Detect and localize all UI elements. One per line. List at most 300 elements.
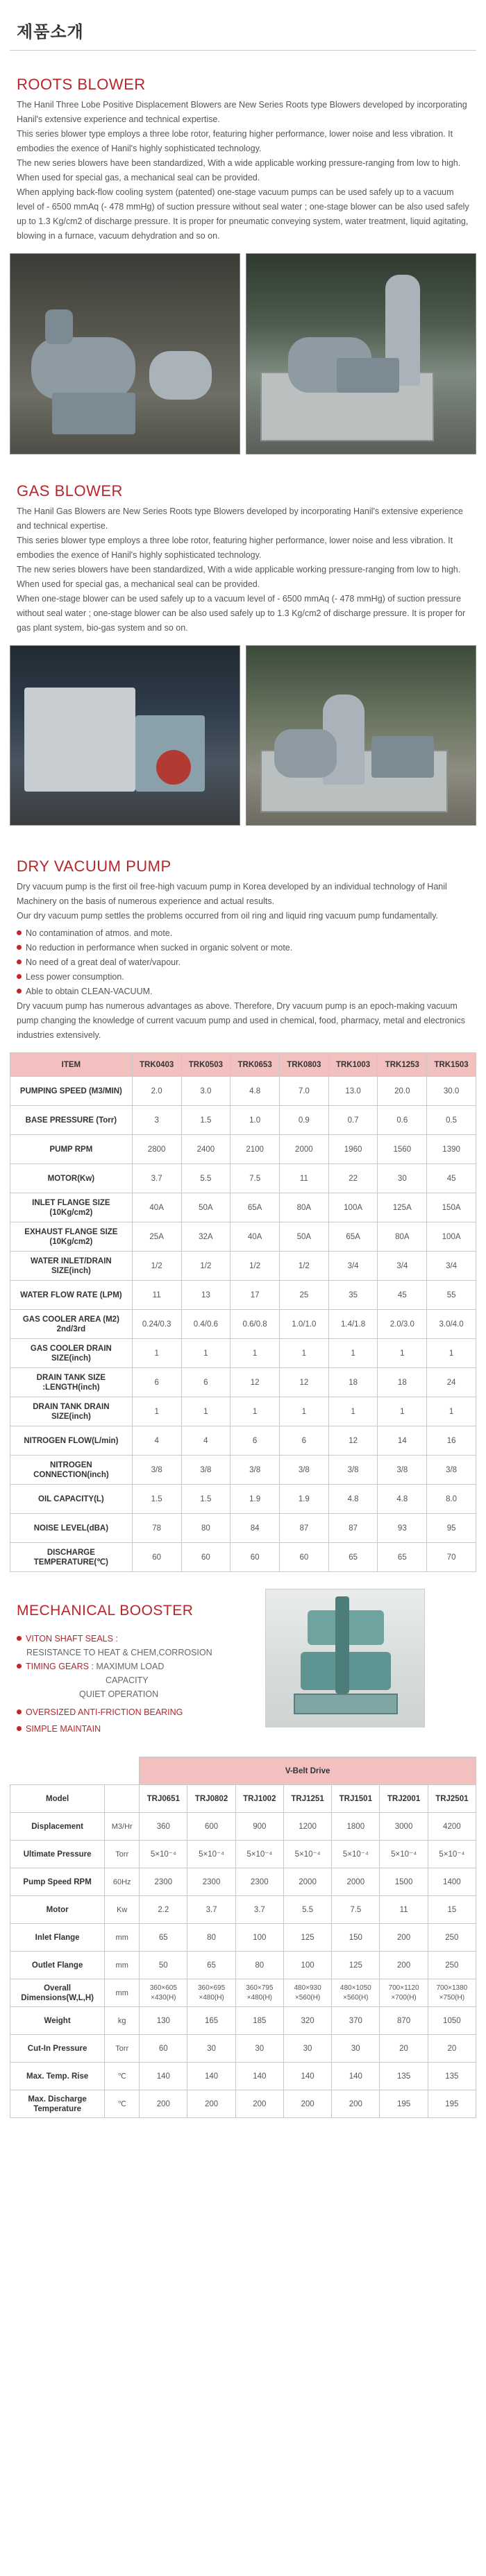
booster-cell: 5×10⁻⁴ <box>187 1841 235 1868</box>
model-label: Model <box>10 1785 105 1813</box>
gas-paragraph: This series blower type employs a three lobe rotor, featuring higher performance, lower noise and less vibration. It embodies the exence of Hanil's highly sophisticated technology. <box>17 536 453 560</box>
spec-cell: 0.4/0.6 <box>181 1310 231 1339</box>
spec-row <box>10 1135 476 1164</box>
spec-row-label: DRAIN TANK DRAIN SIZE(inch) <box>10 1397 133 1426</box>
booster-cell: 60 <box>140 2035 187 2063</box>
spec-row <box>10 1310 476 1339</box>
booster-cell: 1400 <box>428 1868 476 1896</box>
mechanical-booster-photo <box>265 1589 425 1728</box>
booster-cell: 50 <box>140 1952 187 1979</box>
spec-row <box>10 1456 476 1485</box>
spec-cell: 125A <box>378 1193 427 1222</box>
spec-header-cell: TRK1503 <box>427 1053 476 1077</box>
booster-cell: 5×10⁻⁴ <box>380 1841 428 1868</box>
spec-header-cell: TRK0803 <box>279 1053 328 1077</box>
spec-cell: 18 <box>378 1368 427 1397</box>
gas-blower-title: GAS BLOWER <box>17 482 123 500</box>
spec-header-cell: ITEM <box>10 1053 133 1077</box>
spec-cell: 40A <box>231 1222 280 1252</box>
spec-cell: 5.5 <box>181 1164 231 1193</box>
bullet-dot-icon <box>17 959 22 964</box>
booster-cell: 15 <box>428 1896 476 1924</box>
booster-cell: 200 <box>332 2090 380 2118</box>
spec-row-label: MOTOR(Kw) <box>10 1164 133 1193</box>
spec-row <box>10 1106 476 1135</box>
booster-row <box>10 2035 476 2063</box>
spec-cell: 14 <box>378 1426 427 1456</box>
spec-cell: 87 <box>328 1514 378 1543</box>
spec-cell: 1960 <box>328 1135 378 1164</box>
booster-cell: 140 <box>332 2063 380 2090</box>
spec-header-cell: TRK0503 <box>181 1053 231 1077</box>
spec-cell: 1 <box>279 1339 328 1368</box>
booster-row-label: Overall Dimensions(W,L,H) <box>10 1979 105 2007</box>
spec-cell: 13 <box>181 1281 231 1310</box>
booster-cell: 135 <box>428 2063 476 2090</box>
spec-cell: 1.5 <box>181 1485 231 1514</box>
spec-cell: 1 <box>328 1339 378 1368</box>
spec-cell: 7.0 <box>279 1077 328 1106</box>
booster-cell: 100 <box>235 1924 283 1952</box>
spec-cell: 100A <box>328 1193 378 1222</box>
spec-cell: 3/4 <box>427 1252 476 1281</box>
spec-cell: 150A <box>427 1193 476 1222</box>
spec-cell: 65A <box>231 1193 280 1222</box>
booster-cell: 1200 <box>283 1813 331 1841</box>
mechanical-booster-section <box>10 1572 476 1736</box>
booster-cell: 140 <box>235 2063 283 2090</box>
spec-cell: 24 <box>427 1368 476 1397</box>
spec-cell: 1560 <box>378 1135 427 1164</box>
booster-unit-cell: mm <box>105 1924 140 1952</box>
feature-item: TIMING GEARS : MAXIMUM LOAD <box>17 1660 265 1673</box>
spec-cell: 1/2 <box>231 1252 280 1281</box>
booster-cell: 7.5 <box>332 1896 380 1924</box>
booster-row <box>10 1813 476 1841</box>
spec-row-label: PUMP RPM <box>10 1135 133 1164</box>
spec-cell: 87 <box>279 1514 328 1543</box>
spec-row-label: PUMPING SPEED (M3/MIN) <box>10 1077 133 1106</box>
booster-cell: 370 <box>332 2007 380 2035</box>
booster-cell: 200 <box>380 1952 428 1979</box>
spec-cell: 6 <box>279 1426 328 1456</box>
spec-row-label: GAS COOLER DRAIN SIZE(inch) <box>10 1339 133 1368</box>
spec-cell: 1.4/1.8 <box>328 1310 378 1339</box>
spec-cell: 13.0 <box>328 1077 378 1106</box>
spec-cell: 3.0/4.0 <box>427 1310 476 1339</box>
feature-sub: CAPACITY <box>106 1675 149 1685</box>
spec-cell: 60 <box>279 1543 328 1572</box>
booster-cell: 5×10⁻⁴ <box>283 1841 331 1868</box>
gas-blower-photo-right <box>246 645 476 826</box>
spec-cell: 1390 <box>427 1135 476 1164</box>
mechanical-booster-spec-table <box>10 1757 476 2118</box>
model-cell: TRJ2001 <box>380 1785 428 1813</box>
spec-cell: 4.8 <box>328 1485 378 1514</box>
spec-cell: 4 <box>132 1426 181 1456</box>
feature-item: OVERSIZED ANTI-FRICTION BEARING <box>17 1705 265 1719</box>
spec-row-label: WATER INLET/DRAIN SIZE(inch) <box>10 1252 133 1281</box>
spec-cell: 2100 <box>231 1135 280 1164</box>
roots-paragraph: This series blower type employs a three lobe rotor, featuring higher performance, lower noise and less vibration. It embodies the exence of Hanil's highly sophisticated technology. <box>17 129 453 153</box>
mechanical-booster-features <box>17 1589 265 1736</box>
booster-cell: 20 <box>380 2035 428 2063</box>
booster-cell: 900 <box>235 1813 283 1841</box>
booster-cell: 5.5 <box>283 1896 331 1924</box>
spec-cell: 1 <box>231 1397 280 1426</box>
spec-cell: 93 <box>378 1514 427 1543</box>
dry-intro-paragraph: Our dry vacuum pump settles the problems occurred from oil ring and liquid ring vacuum pump fundamentally. <box>17 911 438 921</box>
spec-cell: 55 <box>427 1281 476 1310</box>
spec-cell: 6 <box>132 1368 181 1397</box>
spec-row-label: WATER FLOW RATE (LPM) <box>10 1281 133 1310</box>
spec-cell: 4 <box>181 1426 231 1456</box>
spec-cell: 50A <box>181 1193 231 1222</box>
spec-cell: 8.0 <box>427 1485 476 1514</box>
model-cell: TRJ1251 <box>283 1785 331 1813</box>
spec-row <box>10 1252 476 1281</box>
spec-cell: 40A <box>132 1193 181 1222</box>
advantage-item: Able to obtain CLEAN-VACUUM. <box>17 984 469 999</box>
booster-cell: 870 <box>380 2007 428 2035</box>
booster-cell: 480×930 ×560(H) <box>283 1979 331 2007</box>
spec-row <box>10 1193 476 1222</box>
booster-cell: 200 <box>283 2090 331 2118</box>
bullet-dot-icon <box>17 1664 22 1669</box>
spec-cell: 2.0/3.0 <box>378 1310 427 1339</box>
booster-cell: 30 <box>283 2035 331 2063</box>
spec-row <box>10 1485 476 1514</box>
booster-row <box>10 1979 476 2007</box>
spec-cell: 3.0 <box>181 1077 231 1106</box>
spec-cell: 3/8 <box>328 1456 378 1485</box>
spec-table-body <box>10 1077 476 1572</box>
booster-table-body <box>10 1785 476 2118</box>
booster-cell: 140 <box>140 2063 187 2090</box>
booster-cell: 1500 <box>380 1868 428 1896</box>
spec-cell: 12 <box>328 1426 378 1456</box>
booster-row <box>10 1952 476 1979</box>
spec-cell: 25 <box>279 1281 328 1310</box>
spec-cell: 2000 <box>279 1135 328 1164</box>
booster-row <box>10 1868 476 1896</box>
spec-cell: 1 <box>231 1339 280 1368</box>
spec-row-label: NITROGEN FLOW(L/min) <box>10 1426 133 1456</box>
booster-cell: 4200 <box>428 1813 476 1841</box>
booster-unit-cell: Torr <box>105 1841 140 1868</box>
mechanical-booster-title: MECHANICAL BOOSTER <box>17 1603 194 1619</box>
gas-paragraph: The Hanil Gas Blowers are New Series Roots type Blowers developed by incorporating Hanil's extensive experience and technical expertise. <box>17 506 463 531</box>
spec-cell: 65 <box>378 1543 427 1572</box>
spec-row-label: BASE PRESSURE (Torr) <box>10 1106 133 1135</box>
bullet-dot-icon <box>17 1709 22 1714</box>
booster-unit-cell: ℃ <box>105 2063 140 2090</box>
spec-cell: 80 <box>181 1514 231 1543</box>
spec-cell: 3/8 <box>378 1456 427 1485</box>
spec-row-label: DISCHARGE TEMPERATURE(℃) <box>10 1543 133 1572</box>
booster-cell: 130 <box>140 2007 187 2035</box>
booster-cell: 125 <box>283 1924 331 1952</box>
spec-cell: 30 <box>378 1164 427 1193</box>
advantage-item: No reduction in performance when sucked in organic solvent or mote. <box>17 941 469 955</box>
spec-cell: 1.0/1.0 <box>279 1310 328 1339</box>
booster-row-label: Max. Temp. Rise <box>10 2063 105 2090</box>
spec-cell: 84 <box>231 1514 280 1543</box>
booster-cell: 200 <box>187 2090 235 2118</box>
spec-header-cell: TRK1003 <box>328 1053 378 1077</box>
booster-cell: 5×10⁻⁴ <box>235 1841 283 1868</box>
booster-cell: 100 <box>283 1952 331 1979</box>
spec-cell: 4.8 <box>378 1485 427 1514</box>
spec-row-label: DRAIN TANK SIZE :LENGTH(inch) <box>10 1368 133 1397</box>
spec-row-label: GAS COOLER AREA (M2) 2nd/3rd <box>10 1310 133 1339</box>
booster-unit-cell: mm <box>105 1952 140 1979</box>
booster-cell: 700×1120 ×700(H) <box>380 1979 428 2007</box>
spec-row <box>10 1339 476 1368</box>
booster-cell: 150 <box>332 1924 380 1952</box>
booster-cell: 80 <box>187 1924 235 1952</box>
booster-row-label: Motor <box>10 1896 105 1924</box>
booster-cell: 250 <box>428 1924 476 1952</box>
spec-cell: 45 <box>378 1281 427 1310</box>
spec-cell: 1 <box>181 1397 231 1426</box>
spec-cell: 1.9 <box>279 1485 328 1514</box>
spec-cell: 1 <box>427 1397 476 1426</box>
spec-cell: 60 <box>231 1543 280 1572</box>
roots-paragraph: The Hanil Three Lobe Positive Displacement Blowers are New Series Roots type Blowers developed by incorporating Hanil's extensive experience and technical expertise. <box>17 100 467 124</box>
booster-cell: 200 <box>380 1924 428 1952</box>
bullet-dot-icon <box>17 1726 22 1731</box>
spec-cell: 20.0 <box>378 1077 427 1106</box>
empty-header-cell <box>105 1757 140 1785</box>
spec-cell: 3/4 <box>378 1252 427 1281</box>
spec-row <box>10 1281 476 1310</box>
booster-cell: 30 <box>235 2035 283 2063</box>
spec-cell: 12 <box>231 1368 280 1397</box>
feature-sub: RESISTANCE TO HEAT & CHEM,CORROSION <box>26 1648 212 1657</box>
dry-vacuum-intro <box>10 880 476 923</box>
booster-unit-cell: Kw <box>105 1896 140 1924</box>
dry-vacuum-outro <box>10 999 476 1043</box>
booster-cell: 2000 <box>332 1868 380 1896</box>
spec-cell: 80A <box>378 1222 427 1252</box>
booster-cell: 2.2 <box>140 1896 187 1924</box>
booster-cell: 125 <box>332 1952 380 1979</box>
roots-paragraph: The new series blowers have been standardized, With a wide applicable working pressure-ranging from low to high. When used for special gas, a mechanical seal can be provided. <box>17 158 461 182</box>
bullet-dot-icon <box>17 1636 22 1641</box>
booster-cell: 30 <box>187 2035 235 2063</box>
booster-cell: 1800 <box>332 1813 380 1841</box>
spec-cell: 1/2 <box>181 1252 231 1281</box>
booster-unit-cell: M3/Hr <box>105 1813 140 1841</box>
spec-cell: 11 <box>279 1164 328 1193</box>
booster-cell: 480×1050 ×560(H) <box>332 1979 380 2007</box>
spec-cell: 1 <box>427 1339 476 1368</box>
roots-paragraph: When applying back-flow cooling system (patented) one-stage vacuum pumps can be used safely up to a vacuum level of - 6500 mmAq (- 478 mmHg) of suction pressure without seal water ; one-stage blower can be also used safely up to 1.3 Kg/cm2 of discharge pressure. It is proper for pneumatic conveying system, water treatment, liquid agitating, blowing in a furnace, vacuum dehydration and so on. <box>17 187 469 241</box>
booster-cell: 65 <box>187 1952 235 1979</box>
booster-cell: 1050 <box>428 2007 476 2035</box>
spec-cell: 2.0 <box>132 1077 181 1106</box>
booster-cell: 600 <box>187 1813 235 1841</box>
spec-cell: 0.6 <box>378 1106 427 1135</box>
booster-cell: 195 <box>428 2090 476 2118</box>
spec-cell: 1 <box>378 1397 427 1426</box>
booster-cell: 320 <box>283 2007 331 2035</box>
roots-blower-description <box>10 98 476 244</box>
booster-cell: 165 <box>187 2007 235 2035</box>
spec-cell: 0.6/0.8 <box>231 1310 280 1339</box>
booster-row <box>10 2090 476 2118</box>
spec-row <box>10 1368 476 1397</box>
booster-unit-cell: 60Hz <box>105 1868 140 1896</box>
gas-paragraph: The new series blowers have been standardized, With a wide applicable working pressure-ranging from low to high. When used for special gas, a mechanical seal can be provided. <box>17 565 461 589</box>
spec-cell: 1.9 <box>231 1485 280 1514</box>
spec-cell: 80A <box>279 1193 328 1222</box>
booster-row <box>10 1896 476 1924</box>
spec-row <box>10 1426 476 1456</box>
bullet-dot-icon <box>17 989 22 993</box>
booster-model-row <box>10 1785 476 1813</box>
booster-cell: 2300 <box>235 1868 283 1896</box>
roots-blower-title: ROOTS BLOWER <box>17 76 146 93</box>
spec-cell: 3/8 <box>132 1456 181 1485</box>
spec-cell: 0.7 <box>328 1106 378 1135</box>
spec-cell: 1/2 <box>279 1252 328 1281</box>
v-belt-drive-header: V-Belt Drive <box>140 1757 476 1785</box>
spec-cell: 18 <box>328 1368 378 1397</box>
booster-cell: 700×1380 ×750(H) <box>428 1979 476 2007</box>
booster-cell: 20 <box>428 2035 476 2063</box>
gas-paragraph: When one-stage blower can be used safely up to a vacuum level of - 6500 mmAq (- 478 mmHg) of suction pressure without seal water ; one-stage blower can be also used safely up to 1.3 Kg/cm2 of discharge pressure. It is proper for gas plant system, bio-gas system and so on. <box>17 594 466 633</box>
booster-cell: 5×10⁻⁴ <box>332 1841 380 1868</box>
advantage-item: Less power consumption. <box>17 970 469 984</box>
booster-cell: 195 <box>380 2090 428 2118</box>
model-cell: TRJ0651 <box>140 1785 187 1813</box>
booster-cell: 2000 <box>283 1868 331 1896</box>
booster-cell: 135 <box>380 2063 428 2090</box>
bullet-dot-icon <box>17 974 22 979</box>
spec-row-label: NITROGEN CONNECTION(inch) <box>10 1456 133 1485</box>
spec-cell: 1.5 <box>181 1106 231 1135</box>
bullet-dot-icon <box>17 930 22 935</box>
booster-group-row <box>10 1757 476 1785</box>
spec-cell: 2400 <box>181 1135 231 1164</box>
feature-sub: QUIET OPERATION <box>79 1689 159 1699</box>
gas-blower-photos <box>10 636 476 826</box>
spec-cell: 3/8 <box>279 1456 328 1485</box>
spec-cell: 60 <box>132 1543 181 1572</box>
dry-outro-paragraph: Dry vacuum pump has numerous advantages as above. Therefore, Dry vacuum pump is an epoch-making vacuum pump changing the knowledge of current vacuum pump and used in chemical, food, pharmacy, metal and electronics industries extensively. <box>17 1001 465 1040</box>
booster-row <box>10 1841 476 1868</box>
spec-cell: 3/8 <box>231 1456 280 1485</box>
booster-cell: 360 <box>140 1813 187 1841</box>
booster-row-label: Displacement <box>10 1813 105 1841</box>
booster-cell: 65 <box>140 1924 187 1952</box>
booster-row-label: Pump Speed RPM <box>10 1868 105 1896</box>
spec-cell: 65A <box>328 1222 378 1252</box>
spec-cell: 11 <box>132 1281 181 1310</box>
booster-unit-cell: ℃ <box>105 2090 140 2118</box>
spec-cell: 0.9 <box>279 1106 328 1135</box>
booster-cell: 200 <box>235 2090 283 2118</box>
advantage-item: No need of a great deal of water/vapour. <box>17 955 469 970</box>
spec-row <box>10 1397 476 1426</box>
booster-cell: 80 <box>235 1952 283 1979</box>
booster-cell: 11 <box>380 1896 428 1924</box>
spec-cell: 30.0 <box>427 1077 476 1106</box>
booster-row-label: Weight <box>10 2007 105 2035</box>
booster-cell: 2300 <box>187 1868 235 1896</box>
booster-cell: 30 <box>332 2035 380 2063</box>
booster-cell: 3000 <box>380 1813 428 1841</box>
spec-cell: 4.8 <box>231 1077 280 1106</box>
feature-item: SIMPLE MAINTAIN <box>17 1722 265 1736</box>
booster-unit-cell: kg <box>105 2007 140 2035</box>
spec-cell: 95 <box>427 1514 476 1543</box>
spec-cell: 50A <box>279 1222 328 1252</box>
booster-cell: 3.7 <box>187 1896 235 1924</box>
spec-cell: 1 <box>132 1339 181 1368</box>
booster-cell: 360×795 ×480(H) <box>235 1979 283 2007</box>
spec-cell: 1 <box>328 1397 378 1426</box>
booster-cell: 360×605 ×430(H) <box>140 1979 187 2007</box>
booster-row <box>10 2063 476 2090</box>
model-cell: TRJ0802 <box>187 1785 235 1813</box>
page-title: 제품소개 <box>17 23 84 42</box>
spec-row <box>10 1543 476 1572</box>
booster-cell: 250 <box>428 1952 476 1979</box>
booster-cell: 140 <box>187 2063 235 2090</box>
spec-cell: 78 <box>132 1514 181 1543</box>
dry-vacuum-spec-table <box>10 1052 476 1572</box>
spec-row <box>10 1077 476 1106</box>
booster-cell: 360×695 ×480(H) <box>187 1979 235 2007</box>
spec-row <box>10 1222 476 1252</box>
spec-cell: 0.5 <box>427 1106 476 1135</box>
spec-cell: 3/8 <box>181 1456 231 1485</box>
spec-cell: 45 <box>427 1164 476 1193</box>
spec-cell: 7.5 <box>231 1164 280 1193</box>
dry-vacuum-advantages <box>10 923 476 999</box>
spec-row-label: OIL CAPACITY(L) <box>10 1485 133 1514</box>
booster-row <box>10 1924 476 1952</box>
spec-cell: 1.5 <box>132 1485 181 1514</box>
spec-cell: 3 <box>132 1106 181 1135</box>
advantage-item: No contamination of atmos. and mote. <box>17 926 469 941</box>
spec-cell: 1 <box>279 1397 328 1426</box>
booster-cell: 200 <box>140 2090 187 2118</box>
spec-header-cell: TRK1253 <box>378 1053 427 1077</box>
model-cell: TRJ1501 <box>332 1785 380 1813</box>
spec-cell: 16 <box>427 1426 476 1456</box>
spec-cell: 70 <box>427 1543 476 1572</box>
spec-cell: 1 <box>132 1397 181 1426</box>
spec-row <box>10 1164 476 1193</box>
spec-cell: 35 <box>328 1281 378 1310</box>
spec-cell: 6 <box>231 1426 280 1456</box>
spec-cell: 3/4 <box>328 1252 378 1281</box>
spec-cell: 0.24/0.3 <box>132 1310 181 1339</box>
unit-cell <box>105 1785 140 1813</box>
booster-cell: 2300 <box>140 1868 187 1896</box>
booster-row-label: Ultimate Pressure <box>10 1841 105 1868</box>
spec-row <box>10 1514 476 1543</box>
gas-blower-photo-left <box>10 645 240 826</box>
roots-blower-photo-left <box>10 253 240 454</box>
booster-row-label: Cut-In Pressure <box>10 2035 105 2063</box>
booster-row <box>10 2007 476 2035</box>
roots-blower-photo-right <box>246 253 476 454</box>
